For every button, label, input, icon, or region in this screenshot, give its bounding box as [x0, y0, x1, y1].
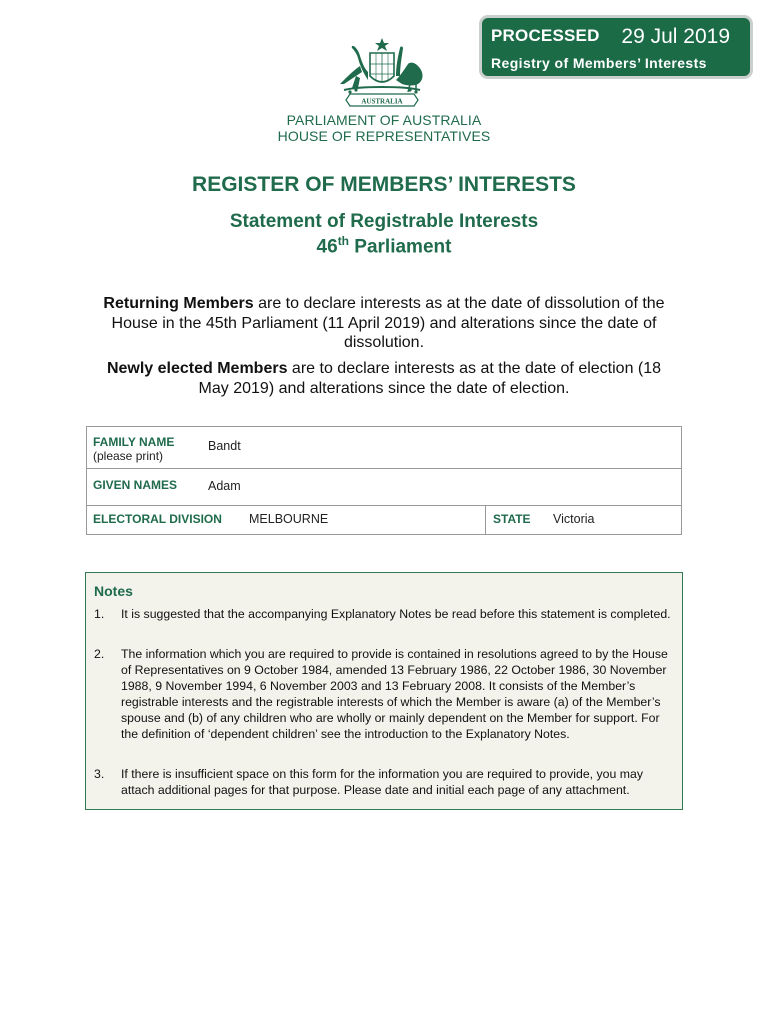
newly-elected-text: are to declare interests as at the date of election (18 May 2019) and alterations since the date of election. [198, 360, 662, 397]
notes-title: Notes [94, 583, 133, 599]
page-subtitle: Statement of Registrable Interests [229, 211, 539, 232]
note-item [94, 646, 674, 742]
stamp-date: 29 Jul 2019 [621, 25, 730, 48]
given-names-label: GIVEN NAMES [93, 478, 178, 492]
member-details-table [86, 426, 682, 535]
family-name-row [87, 427, 681, 469]
parliament-number-rest: Parliament [349, 236, 452, 258]
processed-stamp [479, 15, 753, 79]
house-name: HOUSE OF REPRESENTATIVES [277, 128, 491, 144]
given-names-row [87, 469, 681, 506]
given-names-value[interactable]: Adam [208, 479, 241, 493]
crest-scroll-text: AUSTRALIA [361, 97, 403, 106]
state-value[interactable]: Victoria [553, 512, 595, 526]
parliament-number-value: 46 [316, 236, 338, 258]
parliament-number-suffix: th [337, 234, 350, 248]
parliament-name: PARLIAMENT OF AUSTRALIA [286, 112, 482, 128]
coat-of-arms-icon [330, 36, 434, 108]
note-item [94, 606, 674, 622]
newly-elected-bold: Newly elected Members [106, 360, 288, 377]
division-row [87, 505, 681, 534]
stamp-office: Registry of Members’ Interests [491, 55, 707, 71]
returning-members-bold: Returning Members [103, 295, 254, 312]
returning-members-text: are to declare interests as at the date of dissolution of the House in the 45th Parliament (11 April 2019) and alterations since the date of dissolution. [111, 295, 665, 351]
newly-elected-paragraph [100, 359, 668, 398]
note-number: 1. [94, 607, 105, 621]
electoral-division-value[interactable]: MELBOURNE [249, 512, 329, 526]
parliament-number [0, 234, 768, 258]
division-state-divider [485, 505, 486, 534]
stamp-status: PROCESSED [491, 26, 600, 45]
returning-members-paragraph [100, 294, 668, 353]
note-text: It is suggested that the accompanying Explanatory Notes be read before this statement is completed. [121, 607, 671, 621]
note-number: 3. [94, 767, 105, 781]
state-label: STATE [493, 512, 531, 526]
notes-box [85, 572, 683, 810]
family-name-label: FAMILY NAME [93, 435, 175, 449]
note-text: The information which you are required to provide is contained in resolutions agreed to by the House of Representatives on 9 October 1984, amended 13 February 1986, 22 October 1986, 30 November 1988, 9 November 1994, 6 November 2003 and 13 February 2008. It consists of the Member’s registrable interests and the registrable interests of which the Member is aware (a) of the Member’s spouse and (b) of any children who are wholly or mainly dependent on the Member for support. For the definition of ‘dependent children’ see the introduction to the Explanatory Notes. [121, 647, 668, 741]
family-name-hint: (please print) [93, 449, 164, 463]
family-name-value[interactable]: Bandt [208, 439, 241, 453]
page-title: REGISTER OF MEMBERS’ INTERESTS [192, 173, 576, 196]
note-number: 2. [94, 647, 105, 661]
note-item [94, 766, 674, 798]
note-text: If there is insufficient space on this form for the information you are required to provide, you may attach additional pages for that purpose. Please date and initial each page of any attachment. [121, 767, 643, 797]
electoral-division-label: ELECTORAL DIVISION [93, 512, 222, 526]
